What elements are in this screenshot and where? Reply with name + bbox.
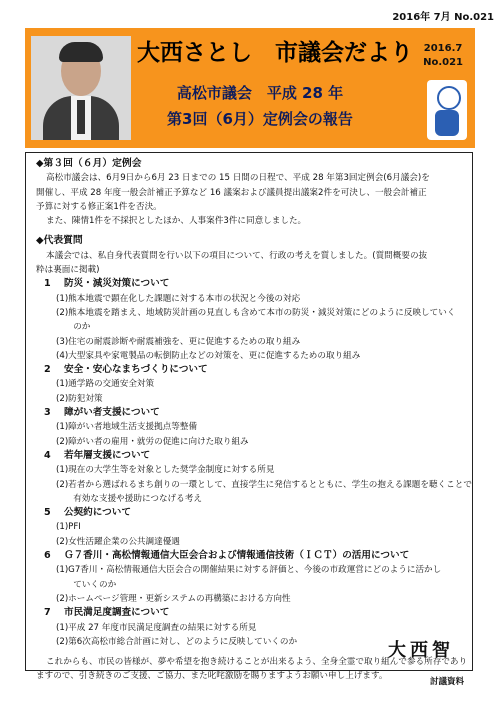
section-heading-session: ◆第３回（６月）定例会 bbox=[36, 158, 142, 169]
signature: 大西智 bbox=[388, 640, 454, 661]
topic-number: 1 bbox=[44, 278, 51, 290]
question-item: (2)熊本地震を踏まえ、地域防災計画の見直しも含めて本市の防災・減災対策にどのように反映していく bbox=[56, 307, 456, 318]
question-item: (3)住宅の耐震診断や耐震補強を、更に促進するための取り組み bbox=[56, 336, 301, 347]
question-topic-list bbox=[36, 277, 472, 649]
topic-title: 公契約について bbox=[64, 507, 131, 519]
question-topic-heading bbox=[36, 606, 466, 620]
question-item: (2)ホームページ管理・更新システムの再構築における方向性 bbox=[56, 593, 291, 604]
question-item: (1)通学路の交通安全対策 bbox=[56, 379, 155, 390]
question-item: (1)熊本地震で顕在化した課題に対する本市の状況と今後の対応 bbox=[56, 293, 301, 304]
question-item: (1)PFI bbox=[56, 522, 81, 533]
question-topic-heading bbox=[36, 363, 466, 377]
question-topic-heading bbox=[36, 277, 466, 291]
topic-title: 障がい者支援について bbox=[64, 407, 160, 419]
question-topic-heading bbox=[36, 549, 466, 563]
topic-number: 4 bbox=[44, 449, 51, 461]
issue-number: No.021 bbox=[423, 57, 463, 68]
questions-intro-line: 本議会では、私自身代表質問を行い以下の項目について、行政の考えを質しました。(質問概要の抜 bbox=[46, 250, 428, 261]
question-item: (2)女性活躍企業の公共調達優遇 bbox=[56, 536, 180, 547]
session-text-line: 高松市議会は、6月9日から6月 23 日までの 15 日間の日程で、平成 28 年第3回定例会(6月議会)を bbox=[46, 173, 430, 184]
topic-title: 安全・安心なまちづくりについて bbox=[64, 364, 208, 376]
questions-intro-line: 粋は裏面に掲載) bbox=[36, 265, 100, 276]
topic-number: 3 bbox=[44, 407, 51, 419]
question-item: (1)G7香川・高松情報通信大臣会合の開催結果に対する評価と、今後の市政運営にどのように活かし bbox=[56, 565, 442, 576]
topic-number: 7 bbox=[44, 607, 51, 619]
question-item: 有効な支援や援助につなげる考え bbox=[56, 493, 202, 504]
topic-title: 防災・減災対策について bbox=[64, 278, 170, 290]
question-topic-heading bbox=[36, 406, 466, 420]
mascot-illustration-icon bbox=[427, 80, 467, 140]
footer-label: 討議資料 bbox=[429, 677, 464, 687]
session-text-line: 開催し、平成 28 年度一般会計補正予算など 16 議案および議員提出議案2件を可決し、一般会計補正 bbox=[36, 187, 427, 198]
topic-title: Ｇ７香川・高松情報通信大臣会合および情報通信技術（ＩＣＴ）の活用について bbox=[64, 550, 410, 562]
subtitle-session-report: 第3回（6月）定例会の報告 bbox=[167, 110, 353, 128]
question-item: (1)現在の大学生等を対象とした奨学金制度に対する所見 bbox=[56, 465, 275, 476]
issue-line: 2016年 7月 No.021 bbox=[392, 12, 494, 23]
closing-line: ますので、引き続きのご支援、ご協力、また叱咤激励を賜りますようお願い申し上げます。 bbox=[36, 671, 388, 682]
question-item: ていくのか bbox=[56, 579, 117, 590]
question-topic-heading bbox=[36, 506, 466, 520]
question-item: (2)第6次高松市総合計画に対し、どのように反映していくのか bbox=[56, 636, 298, 647]
issue-badge bbox=[423, 42, 463, 70]
report-content bbox=[36, 157, 472, 684]
topic-number: 5 bbox=[44, 507, 51, 519]
question-item: (1)障がい者地域生活支援拠点等整備 bbox=[56, 422, 198, 433]
topic-title: 市民満足度調査について bbox=[64, 607, 170, 619]
portrait-photo bbox=[31, 36, 131, 140]
newsletter-title: 大西さとし 市議会だより bbox=[137, 40, 413, 66]
question-item: (2)防犯対策 bbox=[56, 393, 103, 404]
header-banner bbox=[25, 28, 475, 148]
question-item: (4)大型家具や家電製品の転倒防止などの対策を、更に促進するための取り組み bbox=[56, 350, 361, 361]
question-item: (2)障がい者の雇用・就労の促進に向けた取り組み bbox=[56, 436, 249, 447]
section-heading-questions: ◆代表質問 bbox=[36, 235, 83, 247]
closing-line: これからも、市民の皆様が、夢や希望を抱き続けることが出来るよう、全身全霊で取り組んで参る所存であり bbox=[46, 657, 468, 668]
session-text-line: また、陳情1件を不採択としたほか、人事案件3件に同意しました。 bbox=[46, 216, 307, 227]
subtitle-session-year: 高松市議会 平成 28 年 bbox=[176, 84, 344, 102]
question-item: (1)平成 27 年度市民満足度調査の結果に対する所見 bbox=[56, 622, 257, 633]
question-topic-heading bbox=[36, 449, 466, 463]
issue-date: 2016.7 bbox=[423, 43, 463, 54]
session-text-line: 予算に対する修正案1件を否決。 bbox=[36, 201, 162, 212]
topic-title: 若年層支援について bbox=[64, 449, 151, 461]
question-item: (2)若者から選ばれるまち創りの一環として、直接学生に発信するとともに、学生の抱える課題を聴くことで bbox=[56, 479, 472, 490]
question-item: のか bbox=[56, 322, 91, 333]
topic-number: 2 bbox=[44, 364, 51, 376]
topic-number: 6 bbox=[44, 550, 51, 562]
